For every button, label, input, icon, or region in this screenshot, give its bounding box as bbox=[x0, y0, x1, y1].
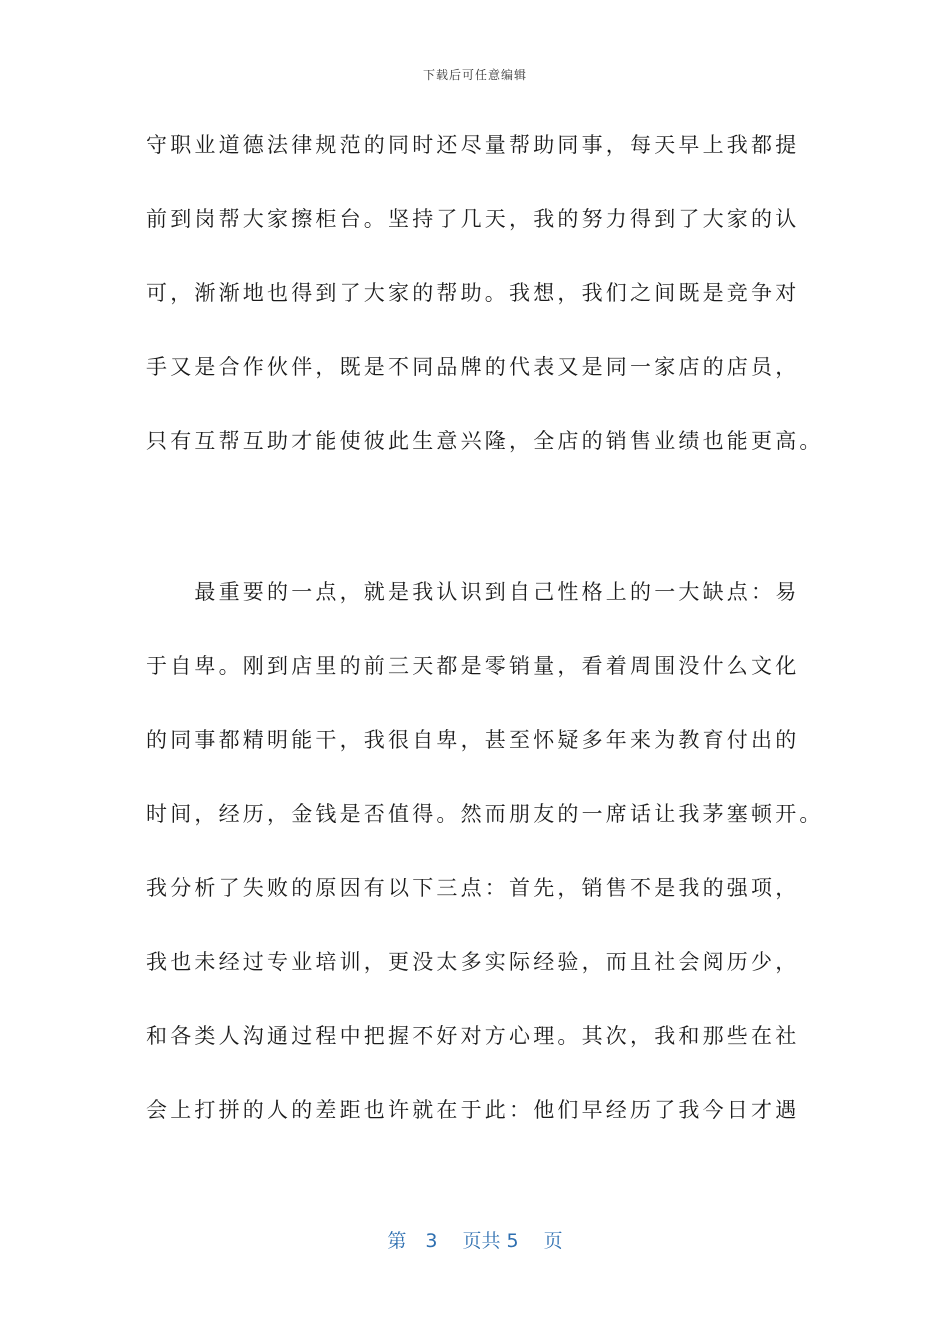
text-line: 手又是合作伙伴，既是不同品牌的代表又是同一家店的店员， bbox=[146, 355, 800, 379]
text-line: 只有互帮互助才能使彼此生意兴隆，全店的销售业绩也能更高。 bbox=[146, 429, 824, 453]
text-line: 和各类人沟通过程中把握不好对方心理。其次，我和那些在社 bbox=[146, 1024, 800, 1048]
text-line: 守职业道德法律规范的同时还尽量帮助同事，每天早上我都提 bbox=[146, 133, 800, 157]
text-line: 可，渐渐地也得到了大家的帮助。我想，我们之间既是竞争对 bbox=[146, 281, 800, 305]
page-number-footer: 第 3 页共 5 页 bbox=[387, 1230, 563, 1252]
text-line: 我分析了失败的原因有以下三点：首先，销售不是我的强项， bbox=[146, 876, 800, 900]
text-line: 时间，经历，金钱是否值得。然而朋友的一席话让我茅塞顿开。 bbox=[146, 802, 824, 826]
text-line: 最重要的一点，就是我认识到自己性格上的一大缺点：易 bbox=[146, 580, 800, 604]
text-line: 的同事都精明能干，我很自卑，甚至怀疑多年来为教育付出的 bbox=[146, 728, 800, 752]
page-header: 下载后可任意编辑 bbox=[422, 68, 527, 82]
text-line: 我也未经过专业培训，更没太多实际经验，而且社会阅历少， bbox=[146, 950, 800, 974]
text-line: 前到岗帮大家擦柜台。坚持了几天，我的努力得到了大家的认 bbox=[146, 207, 800, 231]
text-line: 会上打拼的人的差距也许就在于此：他们早经历了我今日才遇 bbox=[146, 1098, 800, 1122]
text-line: 于自卑。刚到店里的前三天都是零销量，看着周围没什么文化 bbox=[146, 654, 800, 678]
